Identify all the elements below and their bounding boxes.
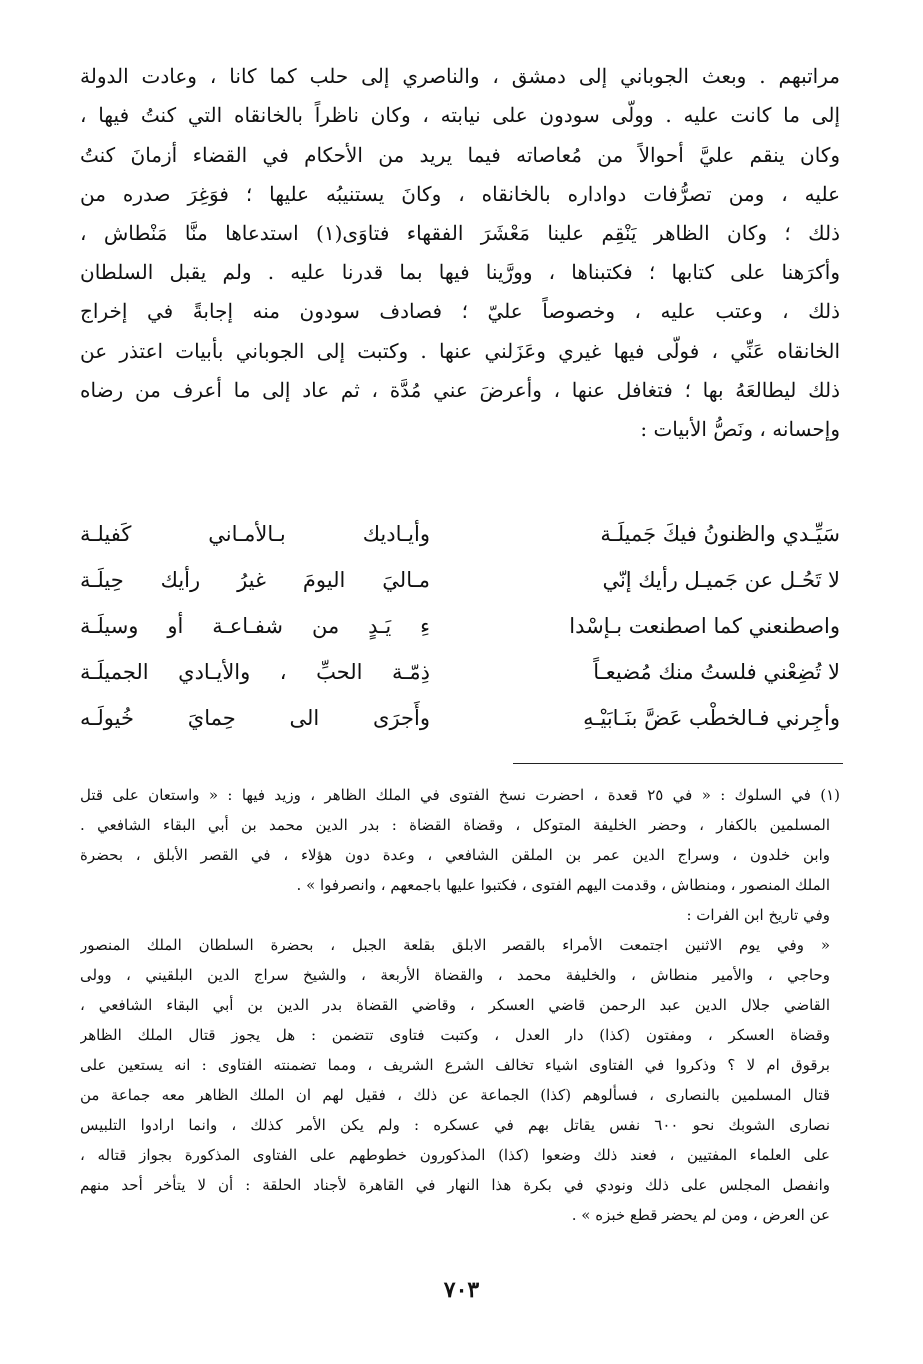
- poem-hemistich-left: مـاليَ اليومَ غيرُ رأيك حِيلَـة: [80, 568, 430, 592]
- poem-hemistich-right: لا تَحُـل عن جَميـل رأيك إنّي: [602, 568, 840, 592]
- footnote-line: وابن خلدون ، وسراج الدين عمر بن الملقن الشافعي ، وعدة دون هؤلاء ، في القصر الأبلق ، بحضرة: [80, 846, 830, 864]
- body-line: ذلك ، وعتب عليه ، وخصوصاً عليّ ؛ فصادف سودون منه إجابةً في إخراج: [80, 299, 840, 323]
- body-line: ذلك ؛ وكان الظاهر يَنْقِم علينا مَعْشَرَ الفقهاء فتاوَى(١) استدعاها منَّا مَنْطاش ،: [80, 221, 840, 245]
- body-line: الخانقاه عَنِّي ، فولّى فيها غيري وعَزَلني عنها . وكتبت إلى الجوباني بأبيات اعتذر عن: [80, 339, 840, 363]
- footnote-line: الملك المنصور ، ومنطاش ، وقدمت اليهم الفتوى ، فكتبوا عليها باجمعهم ، وانصرفوا » .: [296, 876, 830, 894]
- footnote-line: على العلماء المفتيين ، فعند ذلك وضعوا (كذا) المذكورون خطوطهم على الفتاوى المذكورة بجواز قتاله ،: [80, 1146, 830, 1164]
- body-line: وكان ينقم عليَّ أحوالاً من مُعاصاته فيما يريد من الأحكام في القضاء أزمانَ كنتُ: [80, 143, 840, 167]
- footnote-line: (١) في السلوك : « في ٢٥ قعدة ، احضرت نسخ الفتوى في الملك الظاهر ، وزيد فيها : « واستعان على قتل: [80, 786, 840, 804]
- body-line: إلى ما كانت عليه . وولّى سودون على نيابته ، وكان ناظراً بالخانقاه التي كنتُ فيها ،: [80, 103, 840, 127]
- footnote-line: القاضي جلال الدين عبد الرحمن قاضي العسكر ، وقاضي القضاة بدر الدين بن أبي البقاء الشافعي ،: [80, 996, 830, 1014]
- poem-hemistich-right: واصطنعني كما اصطنعت بـإسْدا: [569, 614, 840, 638]
- body-line: ذلك ليطالعَهُ بها ؛ فتغافل عنها ، وأعرضَ عني مُدَّة ، ثم عاد إلى ما أعرف من رضاه: [80, 378, 840, 402]
- footnote-line: وفي تاريخ ابن الفرات :: [686, 906, 830, 924]
- poem-hemistich-right: لا تُضِعْني فلستُ منك مُضيعـاً: [593, 660, 840, 684]
- footnote-line: وقضاة العسكر ، ومفتون (كذا) دار العدل ، وكتبت فتاوى تتضمن : هل يجوز قتال الملك الظاهر: [80, 1026, 830, 1044]
- footnote-line: قتال المسلمين بالنصارى ، فسألوهم (كذا) الجماعة عن ذلك ، فقيل لهم ان الملك الظاهر معه جماعة من: [80, 1086, 831, 1104]
- footnote-line: برقوق ام لا ؟ وذكروا في الفتاوى اشياء تخالف الشرع الشريف ، ومما تضمنته الفتاوى : انه يستعين على: [80, 1056, 830, 1074]
- footnote-line: « وفي يوم الاثنين اجتمعت الأمراء بالقصر الابلق بقلعة الجبل ، بحضرة السلطان الملك المنصور: [80, 936, 830, 954]
- poem-hemistich-left: وأَجرَى الى حِمايَ خُيولَـه: [80, 706, 430, 730]
- body-line: مراتبهم . وبعث الجوباني إلى دمشق ، والناصري إلى حلب كما كانا ، وعادت الدولة: [80, 64, 840, 88]
- body-line: وإحسانه ، ونَصُّ الأبيات :: [640, 417, 840, 441]
- body-line: وأكرَهنا على كتابها ؛ فكتبناها ، وورَّينا فيها بما قدرنا عليه . ولم يقبل السلطان: [80, 260, 840, 284]
- footnote-line: وانفصل المجلس على ذلك ونودي في بكرة هذا النهار في القاهرة لأجناد الحلقة : أن لا يتأخر أحد منهم: [80, 1176, 830, 1194]
- footnote-line: نصارى الشوبك نحو ٦٠٠ نفس يقاتل بهم في عسكره : ولم يكن الأمر كذلك ، وانما ارادوا التلبيس: [80, 1116, 830, 1134]
- poem-hemistich-left: ءِ يَـدٍ من شفـاعـة أو وسيلَـة: [80, 614, 430, 638]
- body-line: عليه ، ومن تصرُّفات دواداره بالخانقاه ، وكانَ يستنيبُه عليها ؛ فوَغِرَ صدره من: [80, 182, 840, 206]
- page-number: ٧٠٣: [443, 1277, 480, 1303]
- poem-hemistich-left: ذِمّـة الحبِّ ، والأيـادي الجميلَـة: [80, 660, 430, 684]
- footnote-line: وحاجي ، والأمير منطاش ، والخليفة محمد ، والقضاة الأربعة ، والشيخ سراج الدين البلقيني ، وولى: [80, 966, 830, 984]
- footnote-line: عن العرض ، ومن لم يحضر قطع خبزه » .: [571, 1206, 830, 1224]
- footnote-separator: [513, 763, 843, 764]
- footnote-line: المسلمين بالكفار ، وحضر الخليفة المتوكل ، وقضاة القضاة : بدر الدين محمد بن أبي البقاء الشافعي .: [80, 816, 830, 834]
- poem-hemistich-right: وأجِرني فـالخطْب عَضَّ بنَـابَيْـهِ: [583, 706, 840, 730]
- poem-hemistich-right: سَيِّـدي والظنونُ فيكَ جَميلَـة: [600, 522, 840, 546]
- poem-hemistich-left: وأيـاديك بـالأمـاني كَفيلـة: [80, 522, 430, 546]
